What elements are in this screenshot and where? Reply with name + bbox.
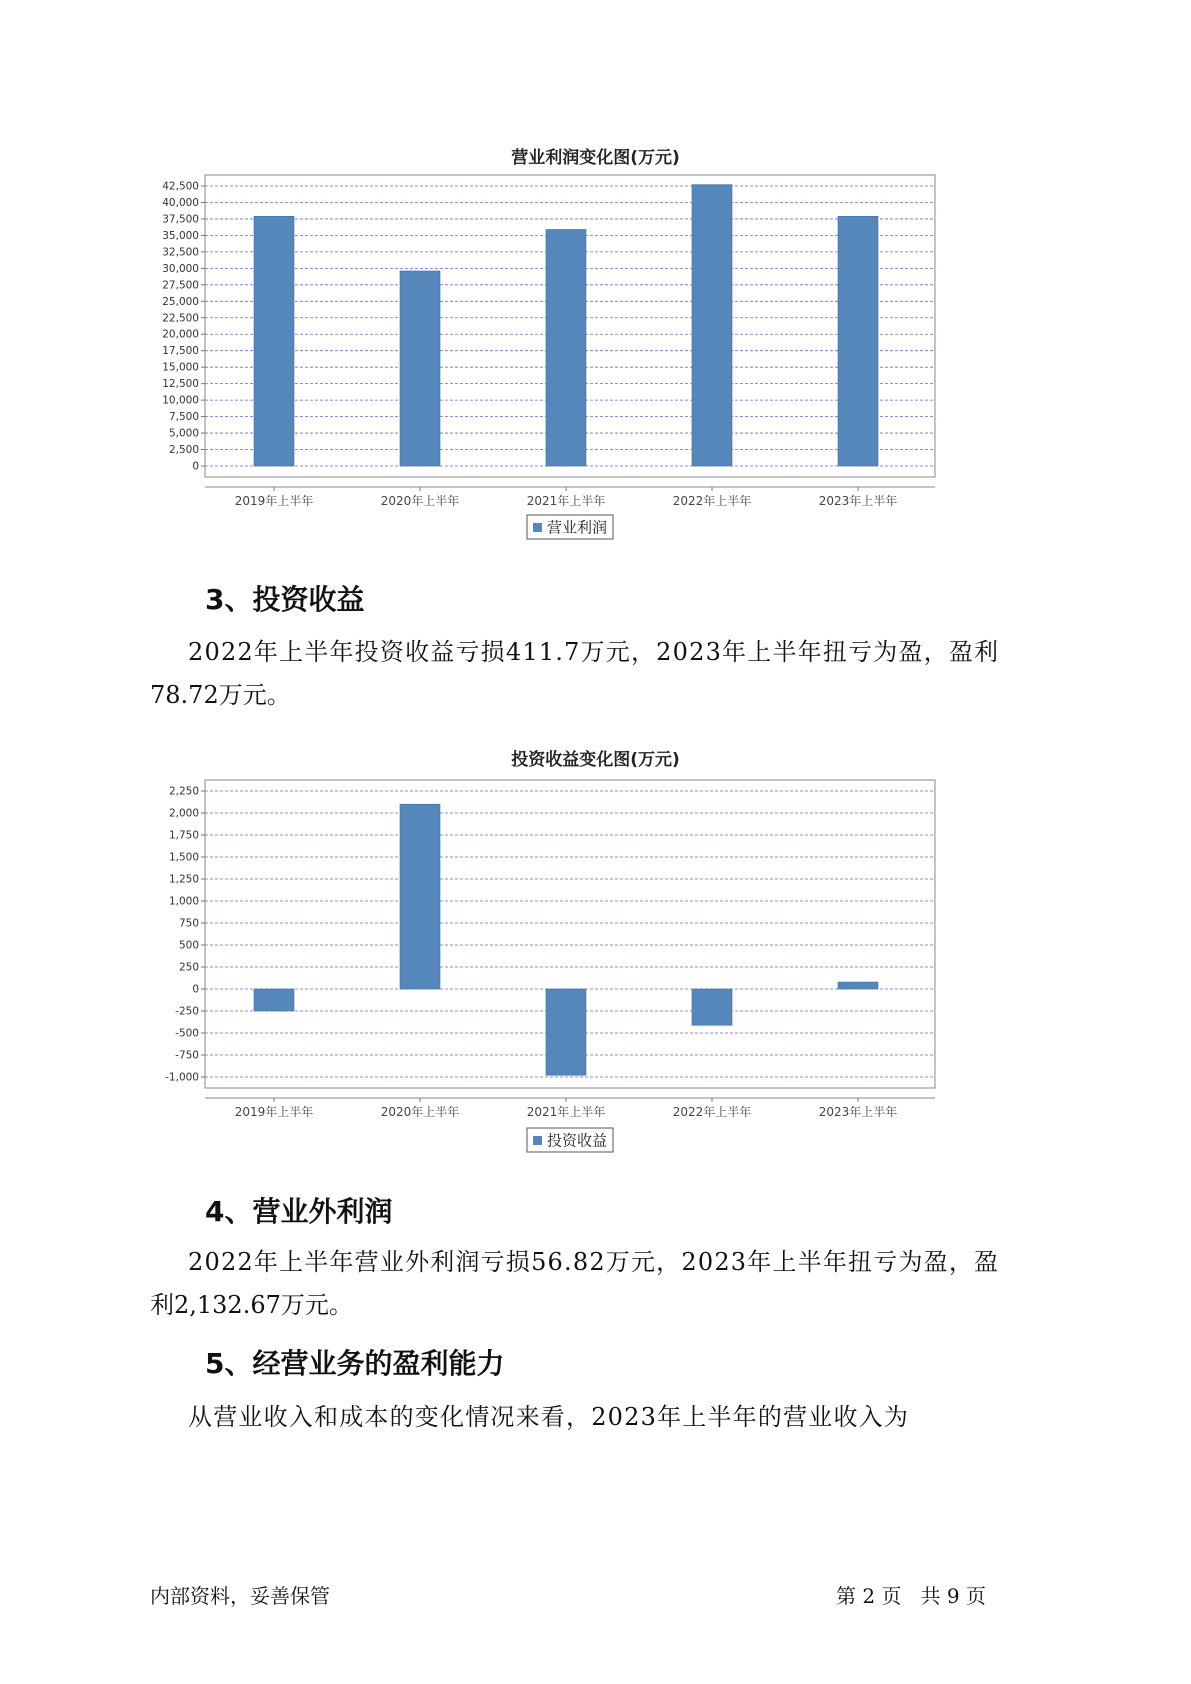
bar — [254, 989, 294, 1011]
x-tick-label: 2023年上半年 — [818, 1105, 898, 1119]
y-tick-label: 32,500 — [162, 246, 199, 259]
y-tick-label: 42,500 — [162, 180, 199, 193]
section-5-line-1: 从营业收入和成本的变化情况来看，2023年上半年的营业收入为 — [188, 1403, 910, 1431]
y-tick-label: 25,000 — [162, 295, 199, 308]
y-tick-label: 2,000 — [168, 807, 199, 820]
y-tick-label: 750 — [178, 917, 199, 930]
y-tick-label: 27,500 — [162, 279, 199, 292]
bar — [546, 229, 586, 466]
y-tick-label: 12,500 — [162, 378, 199, 391]
bar — [692, 989, 732, 1025]
x-tick-label: 2022年上半年 — [672, 1105, 752, 1119]
y-tick-label: 500 — [178, 939, 199, 952]
y-tick-label: 10,000 — [162, 394, 199, 407]
section-4-line-2: 利2,132.67万元。 — [150, 1291, 353, 1319]
y-tick-label: 1,500 — [168, 851, 199, 864]
y-tick-label: -250 — [175, 1005, 199, 1018]
y-tick-label: -1,000 — [165, 1071, 199, 1084]
y-tick-label: -750 — [175, 1049, 199, 1062]
bar — [400, 271, 440, 466]
y-tick-label: 37,500 — [162, 213, 199, 226]
section-4-heading: 4、营业外利润 — [205, 1195, 393, 1228]
x-tick-label: 2019年上半年 — [234, 494, 314, 508]
y-tick-label: 5,000 — [168, 427, 199, 440]
y-tick-label: 1,750 — [168, 829, 199, 842]
y-tick-label: 17,500 — [162, 345, 199, 358]
legend-label: 投资收益 — [547, 1131, 608, 1150]
y-tick-label: 1,000 — [168, 895, 199, 908]
y-tick-label: 30,000 — [162, 262, 199, 275]
y-tick-label: 15,000 — [162, 361, 199, 374]
bar — [254, 216, 294, 466]
x-tick-label: 2021年上半年 — [526, 1105, 606, 1119]
x-tick-label: 2022年上半年 — [672, 494, 752, 508]
profit-chart — [150, 165, 950, 550]
section-3-heading: 3、投资收益 — [205, 583, 365, 616]
y-tick-label: 22,500 — [162, 312, 199, 325]
bar — [838, 982, 878, 989]
bar — [692, 185, 732, 466]
section-4-line-1: 2022年上半年营业外利润亏损56.82万元，2023年上半年扭亏为盈，盈 — [188, 1248, 1000, 1276]
x-tick-label: 2020年上半年 — [380, 1105, 460, 1119]
y-tick-label: 7,500 — [168, 411, 199, 424]
legend-label: 营业利润 — [547, 518, 608, 537]
bar — [400, 804, 440, 989]
y-tick-label: 250 — [178, 961, 199, 974]
y-tick-label: 1,250 — [168, 873, 199, 886]
y-tick-label: 2,500 — [168, 444, 199, 457]
invest-chart — [150, 770, 950, 1165]
y-tick-label: 0 — [192, 460, 199, 473]
invest-chart-title: 投资收益变化图(万元) — [511, 750, 680, 770]
x-tick-label: 2020年上半年 — [380, 494, 460, 508]
legend-swatch — [533, 523, 542, 532]
y-tick-label: 20,000 — [162, 328, 199, 341]
footer-confidential-note: 内部资料，妥善保管 — [150, 1584, 330, 1608]
y-tick-label: 40,000 — [162, 196, 199, 209]
y-tick-label: 35,000 — [162, 229, 199, 242]
y-tick-label: 2,250 — [168, 785, 199, 798]
legend-swatch — [533, 1136, 542, 1145]
section-3-line-2: 78.72万元。 — [150, 681, 291, 709]
y-tick-label: -500 — [175, 1027, 199, 1040]
bar — [838, 216, 878, 466]
section-3-line-1: 2022年上半年投资收益亏损411.7万元，2023年上半年扭亏为盈，盈利 — [188, 638, 1000, 666]
bar — [546, 989, 586, 1075]
profit-chart-title: 营业利润变化图(万元) — [511, 148, 680, 168]
x-tick-label: 2023年上半年 — [818, 494, 898, 508]
x-tick-label: 2019年上半年 — [234, 1105, 314, 1119]
x-tick-label: 2021年上半年 — [526, 494, 606, 508]
y-tick-label: 0 — [192, 983, 199, 996]
footer-page-number: 第 2 页 共 9 页 — [836, 1584, 986, 1608]
section-5-heading: 5、经营业务的盈利能力 — [205, 1347, 505, 1380]
